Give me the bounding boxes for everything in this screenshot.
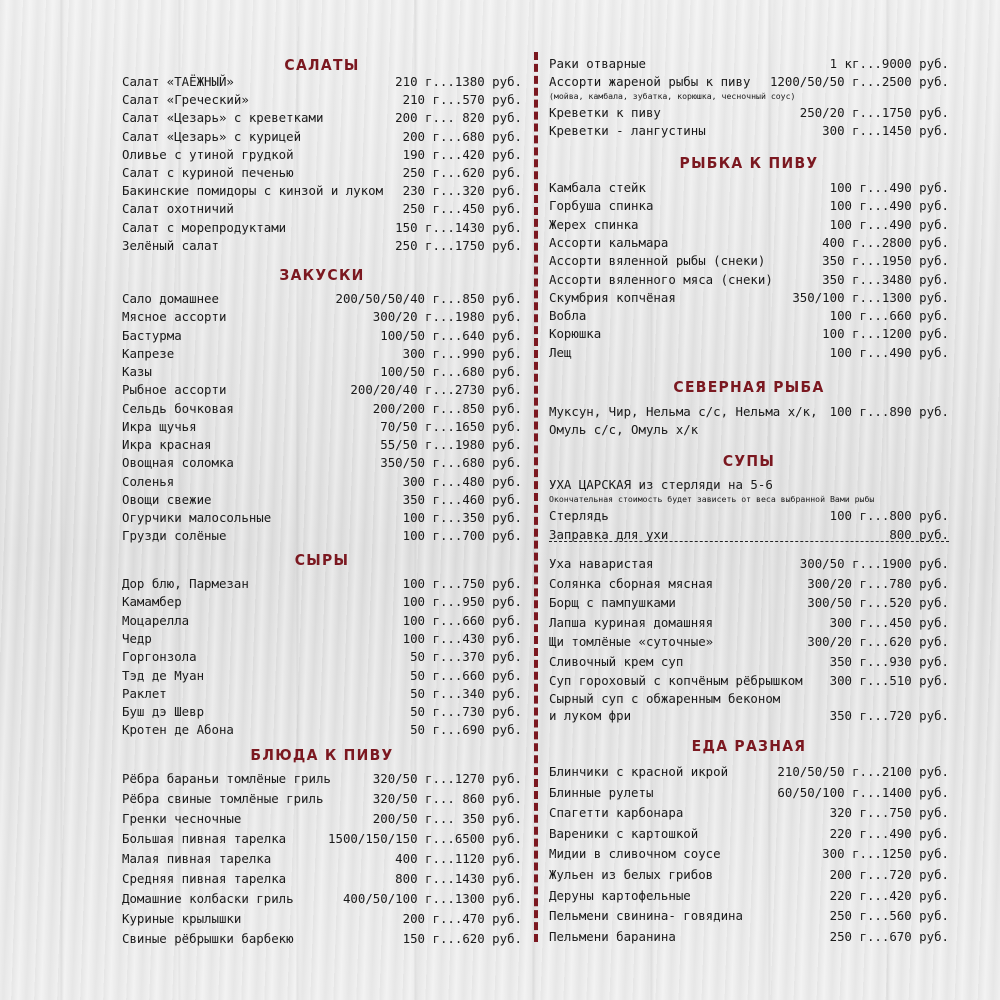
item-name: Дор блю, Пармезан [122, 576, 249, 591]
item-name: Ассорти жареной рыбы к пиву [549, 74, 751, 89]
menu-item [122, 830, 522, 848]
menu-item [122, 790, 522, 808]
menu-item [549, 216, 949, 234]
menu-item [549, 307, 949, 325]
menu-item [122, 91, 522, 109]
item-price: 100 г...660 руб. [829, 308, 949, 324]
item-price: 350 г...3480 руб. [822, 271, 949, 287]
item-name: Вареники с картошкой [549, 825, 699, 841]
item-price: 220 г...490 руб. [829, 825, 949, 841]
menu-item [122, 509, 522, 527]
item-price: 100 г...350 руб. [402, 510, 522, 525]
menu-item [549, 575, 949, 593]
item-price: 200/20/40 г...2730 руб. [350, 382, 522, 398]
item-price: 250 г...560 руб. [829, 908, 949, 924]
item-name: Соленья [122, 473, 175, 489]
category-title-salads: САЛАТЫ [284, 56, 360, 74]
menu-item [549, 784, 949, 802]
item-name: Салат «Греческий» [122, 92, 249, 108]
item-name: УХА ЦАРСКАЯ из стерляди на 5-6 [549, 477, 773, 492]
item-price: 100 г...430 руб. [402, 630, 522, 646]
menu-item [549, 763, 949, 781]
menu-item [122, 418, 522, 436]
item-price: 1 кг...9000 руб. [829, 56, 949, 71]
item-note: (мойва, камбала, зубатка, корюшка, чесночный соус) [549, 91, 796, 101]
item-name: Жерех спинка [549, 216, 639, 232]
menu-item [549, 614, 949, 632]
item-name: Сало домашнее [122, 291, 219, 306]
soup-separator [549, 541, 949, 542]
category-title-beer-fish: РЫБКА К ПИВУ [679, 154, 819, 172]
item-name: и луком фри [549, 708, 632, 723]
item-price: 100/50 г...680 руб. [380, 364, 522, 379]
item-name: Чедр [122, 630, 152, 646]
menu-item [549, 73, 949, 91]
item-name: Грузди солёные [122, 528, 227, 544]
menu-item [122, 327, 522, 345]
menu-item [122, 910, 522, 928]
item-price: 100 г...490 руб. [829, 198, 949, 214]
menu-item [549, 928, 949, 946]
item-name: Свиные рёбрышки барбекю [122, 931, 294, 947]
item-price: 220 г...420 руб. [829, 887, 949, 903]
item-name: Деруны картофельные [549, 887, 691, 903]
menu-item [122, 308, 522, 326]
item-name: Куриные крылышки [122, 911, 242, 927]
item-name: Рыбное ассорти [122, 382, 227, 398]
item-price: 190 г...420 руб. [402, 146, 522, 162]
item-price: 100 г...890 руб. [829, 404, 949, 419]
item-price: 200/200 г...850 руб. [372, 400, 522, 416]
menu-item [122, 612, 522, 630]
menu-item [549, 197, 949, 215]
item-name: Ассорти кальмара [549, 234, 669, 250]
menu-item [122, 473, 522, 491]
menu-item [122, 667, 522, 685]
category-title-soups: СУПЫ [722, 452, 776, 470]
item-price: 250 г...450 руб. [402, 201, 522, 217]
menu-item [122, 345, 522, 363]
item-price: 50 г...730 руб. [410, 704, 522, 720]
item-price: 60/50/100 г...1400 руб. [777, 784, 949, 800]
item-name: Сливочный крем суп [549, 653, 684, 669]
item-name: Скумбрия копчёная [549, 289, 676, 305]
item-price: 400 г...1120 руб. [395, 851, 522, 867]
menu-item [122, 109, 522, 127]
item-price: 300 г...1450 руб. [822, 123, 949, 138]
menu-item [549, 252, 949, 270]
menu-item [122, 219, 522, 237]
item-name: Салат охотничий [122, 201, 234, 217]
item-price: 320 г...750 руб. [829, 805, 949, 821]
menu-item [122, 436, 522, 454]
item-price: 350/50 г...680 руб. [380, 455, 522, 471]
item-name: Большая пивная тарелка [122, 831, 287, 847]
item-name: Спагетти карбонара [549, 805, 684, 821]
item-price: 300 г...1250 руб. [822, 846, 949, 862]
item-name: Буш дэ Шевр [122, 704, 205, 720]
item-name: Ассорти вяленной рыбы (снеки) [549, 253, 766, 269]
item-name: Креветки - лангустины [549, 123, 706, 138]
menu-item [549, 55, 949, 73]
item-name: Рёбра свиные томлёные гриль [122, 791, 324, 807]
menu-item [549, 887, 949, 905]
menu-item [549, 804, 949, 822]
menu-item [549, 179, 949, 197]
menu-item [549, 325, 949, 343]
item-price: 350 г...930 руб. [829, 653, 949, 669]
item-name: Суп гороховый с копчёным рёбрышком [549, 673, 803, 688]
item-name: Пельмени баранина [549, 928, 676, 944]
menu-item [122, 770, 522, 788]
column-divider [534, 52, 538, 942]
menu-item [549, 104, 949, 122]
item-price: 100 г...490 руб. [829, 344, 949, 360]
item-name: Уха наваристая [549, 556, 654, 571]
item-name: Салат «Цезарь» с курицей [122, 128, 302, 144]
item-name: Огурчики малосольные [122, 510, 272, 525]
menu-item [549, 234, 949, 252]
item-name: Икра щучья [122, 418, 197, 434]
menu-item [122, 593, 522, 611]
item-name: Сырный суп с обжаренным беконом [549, 691, 781, 706]
item-price: 400/50/100 г...1300 руб. [342, 891, 522, 907]
item-price: 300 г...480 руб. [402, 473, 522, 489]
item-price: 1200/50/50 г...2500 руб. [769, 74, 949, 89]
item-name: Капрезе [122, 345, 175, 361]
item-price: 50 г...370 руб. [410, 649, 522, 665]
item-price: 50 г...660 руб. [410, 667, 522, 683]
menu-item [122, 685, 522, 703]
item-price: 100 г...750 руб. [402, 576, 522, 591]
item-price: 350 г...1950 руб. [822, 253, 949, 269]
menu-item [122, 870, 522, 888]
menu-item [122, 721, 522, 739]
menu-item [549, 289, 949, 307]
item-price: 200/50/50/40 г...850 руб. [335, 291, 522, 306]
item-name: Камамбер [122, 594, 182, 610]
item-name: Салат «ТАЁЖНЫЙ» [122, 74, 234, 89]
item-note: Окончательная стоимость будет зависеть от веса выбранной Вами рыбы [549, 494, 875, 504]
item-price: 230 г...320 руб. [402, 183, 522, 199]
menu-item [122, 703, 522, 721]
item-name: Салат с куриной печенью [122, 165, 294, 180]
item-price: 350/100 г...1300 руб. [792, 289, 949, 305]
item-name: Стерлядь [549, 508, 609, 523]
item-name: Овощи свежие [122, 491, 212, 507]
item-price: 200 г...720 руб. [829, 867, 949, 882]
menu-item [122, 850, 522, 868]
category-title-snacks: ЗАКУСКИ [279, 266, 365, 284]
item-price: 100 г...950 руб. [402, 594, 522, 610]
menu-item [122, 237, 522, 255]
item-name: Салат «Цезарь» с креветками [122, 110, 324, 126]
menu-item [549, 271, 949, 289]
menu-item [549, 866, 949, 884]
menu-item [122, 454, 522, 472]
item-price: 300/20 г...1980 руб. [372, 309, 522, 325]
item-name: Вобла [549, 308, 587, 324]
item-name: Сельдь бочковая [122, 400, 234, 416]
category-title-beer-dishes: БЛЮДА К ПИВУ [250, 746, 394, 764]
menu-item [122, 630, 522, 648]
item-price: 200/50 г... 350 руб. [372, 811, 522, 827]
category-title-misc: ЕДА РАЗНАЯ [691, 737, 807, 755]
item-name: Домашние колбаски гриль [122, 891, 294, 907]
item-name: Камбала стейк [549, 180, 646, 195]
item-price: 320/50 г... 860 руб. [372, 791, 522, 807]
item-name: Моцарелла [122, 612, 190, 628]
item-price: 300 г...990 руб. [402, 345, 522, 361]
item-price: 70/50 г...1650 руб. [380, 418, 522, 434]
menu-item [122, 164, 522, 182]
menu-item [549, 633, 949, 651]
item-name: Горбуша спинка [549, 198, 654, 214]
menu-item [122, 73, 522, 91]
menu-item [549, 653, 949, 671]
menu-item [122, 890, 522, 908]
menu-item [122, 128, 522, 146]
item-name: Корюшка [549, 326, 602, 342]
item-price: 200 г...470 руб. [402, 911, 522, 927]
item-price: 300/20 г...620 руб. [807, 634, 949, 649]
menu-item [549, 594, 949, 612]
item-name: Раки отварные [549, 56, 646, 71]
category-title-north-fish: СЕВЕРНАЯ РЫБА [673, 378, 825, 396]
item-price: 210 г...1380 руб. [395, 74, 522, 89]
item-price: 250/20 г...1750 руб. [799, 105, 949, 120]
item-name: Заправка для ухи [549, 527, 669, 542]
menu-item [549, 907, 949, 925]
menu-item [122, 930, 522, 948]
item-name: Омуль с/с, Омуль х/к [549, 422, 699, 437]
menu-item [122, 381, 522, 399]
item-price: 200 г... 820 руб. [395, 110, 522, 126]
menu-item [549, 845, 949, 863]
item-price: 210 г...570 руб. [402, 92, 522, 108]
menu-item [549, 344, 949, 362]
item-name: Солянка сборная мясная [549, 575, 714, 591]
menu-item [122, 182, 522, 200]
menu-item [122, 648, 522, 666]
menu-item [122, 491, 522, 509]
menu-item [549, 690, 949, 708]
item-name: Мясное ассорти [122, 309, 227, 325]
item-price: 100 г...660 руб. [402, 612, 522, 628]
item-name: Рёбра бараньи томлёные гриль [122, 771, 331, 786]
item-name: Раклет [122, 685, 167, 701]
category-title-cheeses: СЫРЫ [294, 551, 350, 569]
item-price: 100 г...490 руб. [829, 180, 949, 195]
item-name: Кротен де Абона [122, 722, 234, 738]
item-name: Блинчики с красной икрой [549, 764, 729, 779]
item-name: Бакинские помидоры с кинзой и луком [122, 183, 384, 199]
item-name: Гренки чесночные [122, 811, 242, 827]
item-name: Зелёный салат [122, 237, 219, 253]
item-name: Блинные рулеты [549, 784, 654, 800]
item-price: 1500/150/150 г...6500 руб. [328, 831, 522, 847]
item-name: Муксун, Чир, Нельма с/с, Нельма х/к, [549, 404, 818, 419]
item-name: Овощная соломка [122, 455, 234, 471]
item-price: 350 г...460 руб. [402, 491, 522, 507]
item-name: Жульен из белых грибов [549, 867, 714, 882]
menu-item [122, 575, 522, 593]
menu-item [549, 672, 949, 690]
item-price: 50 г...690 руб. [410, 722, 522, 738]
menu-item [122, 400, 522, 418]
item-price: 800 руб. [889, 527, 949, 542]
item-name: Мидии в сливочном соусе [549, 846, 721, 862]
menu-item [122, 363, 522, 381]
item-price: 320/50 г...1270 руб. [372, 771, 522, 786]
item-name: Средняя пивная тарелка [122, 871, 287, 887]
item-price: 300 г...450 руб. [829, 614, 949, 630]
item-price: 150 г...1430 руб. [395, 219, 522, 235]
item-price: 250 г...1750 руб. [395, 237, 522, 253]
item-price: 400 г...2800 руб. [822, 234, 949, 250]
item-price: 200 г...680 руб. [402, 128, 522, 144]
item-price: 300 г...510 руб. [829, 673, 949, 688]
item-name: Казы [122, 364, 152, 379]
menu-item [549, 825, 949, 843]
item-name: Ассорти вяленного мяса (снеки) [549, 271, 773, 287]
item-price: 800 г...1430 руб. [395, 871, 522, 887]
menu-item [122, 146, 522, 164]
menu-item [122, 527, 522, 545]
item-price: 250 г...620 руб. [402, 165, 522, 180]
item-price: 250 г...670 руб. [829, 928, 949, 944]
item-price: 350 г...720 руб. [829, 708, 949, 723]
item-name: Икра красная [122, 437, 212, 452]
menu-item-continuation [549, 707, 949, 725]
menu-item-continuation [549, 421, 949, 439]
item-price: 150 г...620 руб. [402, 931, 522, 947]
item-name: Борщ с пампушками [549, 595, 676, 610]
menu-item [549, 403, 949, 421]
item-name: Тэд де Муан [122, 667, 205, 683]
item-price: 300/50 г...520 руб. [807, 595, 949, 610]
item-price: 100/50 г...640 руб. [380, 327, 522, 343]
menu-item [549, 476, 949, 494]
item-name: Лапша куриная домашняя [549, 614, 714, 630]
item-name: Малая пивная тарелка [122, 851, 272, 867]
item-name: Креветки к пиву [549, 105, 661, 120]
menu-item [122, 200, 522, 218]
item-price: 300/50 г...1900 руб. [799, 556, 949, 571]
menu-item [122, 810, 522, 828]
menu-item [549, 122, 949, 140]
menu-item [122, 290, 522, 308]
item-name: Лещ [549, 344, 572, 360]
menu-item [549, 555, 949, 573]
item-price: 50 г...340 руб. [410, 685, 522, 701]
item-name: Бастурма [122, 327, 182, 343]
menu-item [549, 507, 949, 525]
item-price: 100 г...490 руб. [829, 216, 949, 232]
item-name: Пельмени свинина- говядина [549, 908, 743, 924]
item-name: Салат с морепродуктами [122, 219, 287, 235]
item-name: Горгонзола [122, 649, 197, 665]
item-price: 210/50/50 г...2100 руб. [777, 764, 949, 779]
item-price: 100 г...800 руб. [829, 508, 949, 523]
item-price: 55/50 г...1980 руб. [380, 437, 522, 452]
item-price: 300/20 г...780 руб. [807, 575, 949, 591]
item-name: Щи томлёные «суточные» [549, 634, 714, 649]
item-price: 100 г...700 руб. [402, 528, 522, 544]
item-price: 100 г...1200 руб. [822, 326, 949, 342]
item-name: Оливье с утиной грудкой [122, 146, 294, 162]
